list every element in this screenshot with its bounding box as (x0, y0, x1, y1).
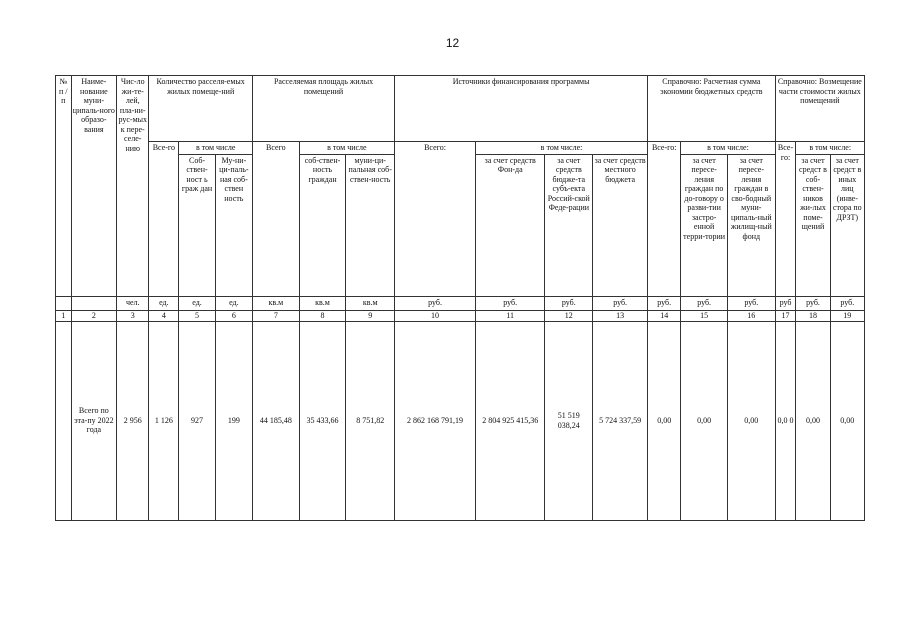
column-number: 11 (475, 310, 544, 321)
header-count-municipal: Му-ни-ци-паль-ная соб-ствен ность (215, 154, 252, 296)
units-cell: руб. (830, 296, 864, 310)
page-number: 12 (445, 36, 460, 50)
column-number: 16 (727, 310, 775, 321)
column-number: 2 (71, 310, 117, 321)
column-number: 4 (149, 310, 179, 321)
header-count-total: Все-го (149, 142, 179, 297)
column-number: 5 (179, 310, 215, 321)
units-cell: руб. (681, 296, 728, 310)
cell-savings-total: 0,00 (648, 321, 681, 520)
column-number: 19 (830, 310, 864, 321)
units-cell: руб. (727, 296, 775, 310)
column-number: 9 (346, 310, 395, 321)
header-area-incl: в том числе (299, 142, 394, 155)
header-residents: Чис-ло жи-те-лей, пла-ни-рус-мых к пере-селе-нию (117, 76, 149, 297)
units-cell: руб. (593, 296, 648, 310)
header-comp-total: Все-го: (775, 142, 796, 297)
units-cell: руб. (475, 296, 544, 310)
units-cell: ед. (215, 296, 252, 310)
header-funding-group: Источники финансирования программы (395, 76, 648, 142)
header-fund-federal: за счет средств бюдже-та субъ-екта Россий-ской Феде-рации (545, 154, 593, 296)
column-number: 1 (56, 310, 72, 321)
header-area-private: соб-ствен-ность граждан (299, 154, 346, 296)
header-comp-other: за счет средст в иных лиц (инве-стора по ДРЗТ) (830, 154, 864, 296)
units-cell: кв.м (299, 296, 346, 310)
header-area-municipal: муни-ци-пальная соб-ствен-ность (346, 154, 395, 296)
units-cell: кв.м (346, 296, 395, 310)
units-cell: кв.м (253, 296, 300, 310)
header-fund-fond: за счет средств Фон-да (475, 154, 544, 296)
header-savings-total: Все-го: (648, 142, 681, 297)
header-savings-group: Справочно: Расчетная сумма экономии бюджетных средств (648, 76, 776, 142)
column-number: 8 (299, 310, 346, 321)
units-cell: руб. (648, 296, 681, 310)
column-number: 18 (796, 310, 830, 321)
units-cell: ед. (179, 296, 215, 310)
cell-fund-federal: 51 519 038,24 (545, 321, 593, 520)
header-count-private: Соб-ствен-ност ь граж дан (179, 154, 215, 296)
units-cell-empty (71, 296, 117, 310)
column-number: 10 (395, 310, 476, 321)
column-number: 15 (681, 310, 728, 321)
header-fund-local: за счет средств местного бюджета (593, 154, 648, 296)
header-area-total: Всего (253, 142, 300, 297)
column-numbers-row (56, 310, 865, 321)
cell-area-total: 44 185,48 (253, 321, 300, 520)
units-cell: чел. (117, 296, 149, 310)
header-compensation-group: Справочно: Возмещение части стоимости жилых помещений (775, 76, 864, 142)
cell-comp-other: 0,00 (830, 321, 864, 520)
cell-municipality: Всего по эта-пу 2022 года (71, 321, 117, 520)
header-savings-incl: в том числе: (681, 142, 775, 155)
units-row (56, 296, 865, 310)
header-municipality: Наиме-нование муни-ципаль-ного образо-вания (71, 76, 117, 297)
relocation-program-table (55, 75, 865, 521)
cell-residents: 2 956 (117, 321, 149, 520)
column-number: 6 (215, 310, 252, 321)
cell-count-municipal: 199 (215, 321, 252, 520)
header-row-groups (56, 76, 865, 142)
column-number: 14 (648, 310, 681, 321)
cell-savings-relocation: 0,00 (681, 321, 728, 520)
units-cell: руб. (796, 296, 830, 310)
header-comp-incl: в том числе: (796, 142, 865, 155)
header-fund-total: Всего: (395, 142, 476, 297)
cell-count-private: 927 (179, 321, 215, 520)
cell-savings-free-fund: 0,00 (727, 321, 775, 520)
cell-comp-owners: 0,00 (796, 321, 830, 520)
units-cell: ед. (149, 296, 179, 310)
header-row-subgroups (56, 142, 865, 155)
header-fund-incl: в том числе: (475, 142, 647, 155)
cell-fund-total: 2 862 168 791,19 (395, 321, 476, 520)
header-count-incl: в том числе (179, 142, 253, 155)
cell-num (56, 321, 72, 520)
units-cell: руб (775, 296, 796, 310)
column-number: 3 (117, 310, 149, 321)
units-cell: руб. (395, 296, 476, 310)
column-number: 12 (545, 310, 593, 321)
header-area-group: Расселяемая площадь жилых помещений (253, 76, 395, 142)
column-number: 13 (593, 310, 648, 321)
cell-fund-fond: 2 804 925 415,36 (475, 321, 544, 520)
cell-count-total: 1 126 (149, 321, 179, 520)
column-number: 17 (775, 310, 796, 321)
table-row (56, 321, 865, 520)
header-savings-relocation: за счет пересе-ления граждан по до-говору о разви-тии застро-енной терри-тории (681, 154, 728, 296)
cell-comp-total: 0,0 0 (775, 321, 796, 520)
header-savings-free-fund: за счет пересе-ления граждан в сво-бодный муни-ципаль-ный жилищ-ный фонд (727, 154, 775, 296)
cell-area-municipal: 8 751,82 (346, 321, 395, 520)
header-count-group: Количество расселя-емых жилых помеще-ний (149, 76, 253, 142)
column-number: 7 (253, 310, 300, 321)
cell-fund-local: 5 724 337,59 (593, 321, 648, 520)
header-num: № п / п (56, 76, 72, 297)
cell-area-private: 35 433,66 (299, 321, 346, 520)
header-comp-owners: за счет средст в соб-ствен-ников жи-лых поме-щений (796, 154, 830, 296)
units-cell-empty (56, 296, 72, 310)
units-cell: руб. (545, 296, 593, 310)
